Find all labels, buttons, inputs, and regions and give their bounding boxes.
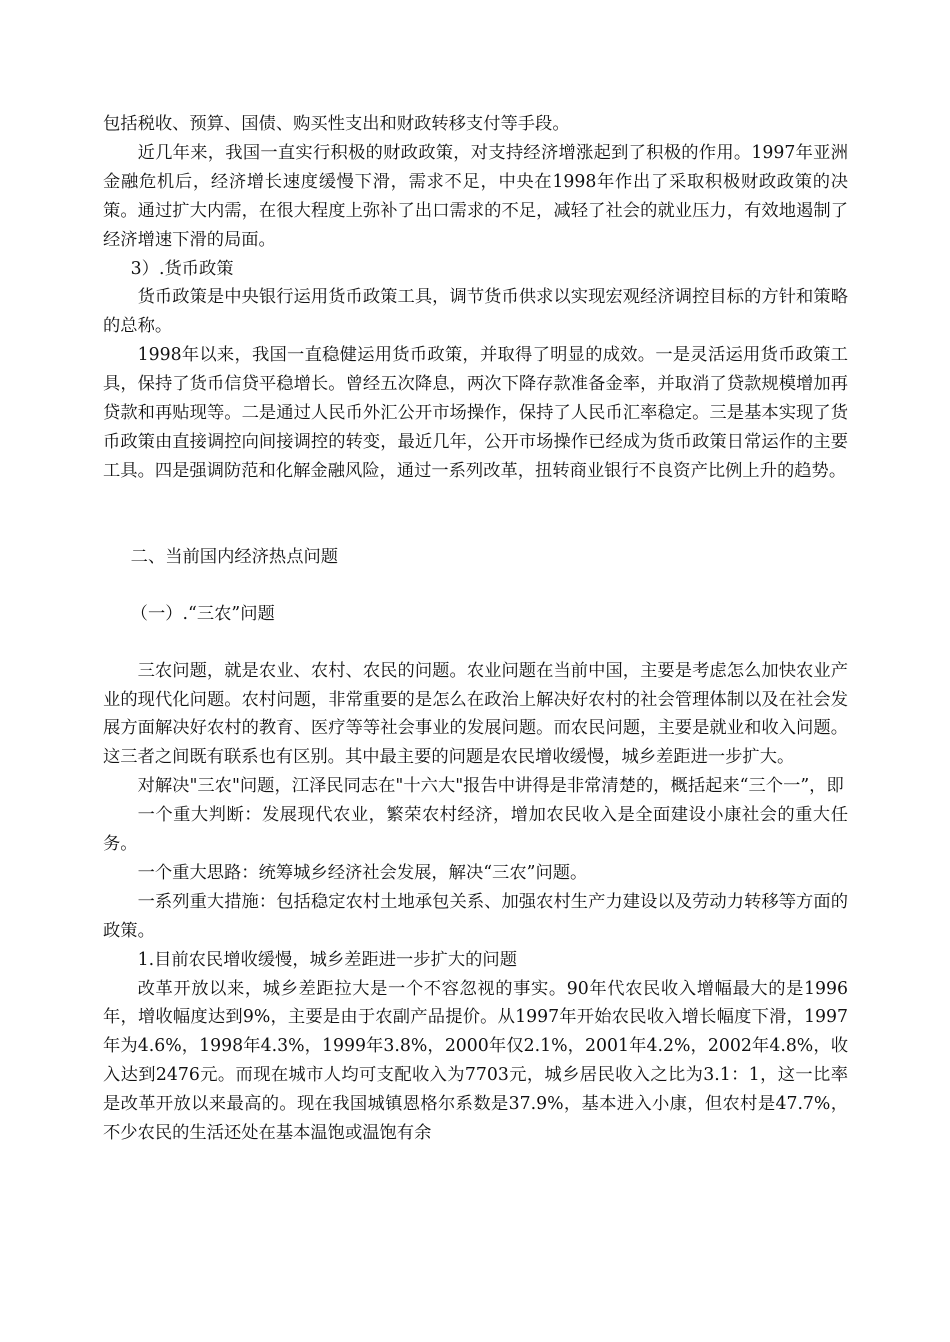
heading-three-rural: （一）.“三农”问题 [130,603,275,624]
paragraph-three-rural-definition: 三农问题，就是农业、农村、农民的问题。农业问题在当前中国，主要是考虑怎么加快农业产业的现代化问题。农村问题，非常重要的是怎么在政治上解决好农村的社会管理体制以及在社会发展方面解决好农村的教育、医疗等等社会事业的发展问题。而农民问题，主要是就业和收入问题。这三者之间既有联系也有区别。其中最主要的问题是农民增收缓慢，城乡差距进一步扩大。 [103,660,848,768]
paragraph-fiscal-policy: 近几年来，我国一直实行积极的财政政策，对支持经济增涨起到了积极的作用。1997年亚洲金融危机后，经济增长速度缓慢下滑，需求不足，中央在1998年作出了采取积极财政政策的决策。通过扩大内需，在很大程度上弥补了出口需求的不足，减轻了社会的就业压力，有效地遏制了经济增速下滑的局面。 [103,142,848,250]
heading-monetary-policy: 3）.货币政策 [130,258,234,279]
paragraph-fiscal-tools: 包括税收、预算、国债、购买性支出和财政转移支付等手段。 [103,114,570,134]
paragraph-three-ones: 对解决"三农"问题，江泽民同志在"十六大"报告中讲得是非常清楚的，概括起来“三个一”，即 [137,776,844,797]
paragraph-major-judgment: 一个重大判断：发展现代农业，繁荣农村经济，增加农民收入是全面建设小康社会的重大任务。 [103,805,848,855]
paragraph-monetary-results: 1998年以来，我国一直稳健运用货币政策，并取得了明显的成效。一是灵活运用货币政策工具，保持了货币信贷平稳增长。曾经五次降息，两次下降存款准备金率，并取消了贷款规模增加再贷款和再贴现等。二是通过人民币外汇公开市场操作，保持了人民币汇率稳定。三是基本实现了货币政策由直接调控向间接调控的转变，最近几年，公开市场操作已经成为货币政策日常运作的主要工具。四是强调防范和化解金融风险，通过一系列改革，扭转商业银行不良资产比例上升的趋势。 [103,345,848,481]
heading-income-gap: 1.目前农民增收缓慢，城乡差距进一步扩大的问题 [137,949,517,970]
paragraph-major-idea: 一个重大思路：统筹城乡经济社会发展，解决“三农”问题。 [137,862,588,883]
paragraph-income-gap: 改革开放以来，城乡差距拉大是一个不容忽视的事实。90年代农民收入增幅最大的是1996年，增收幅度达到9%，主要是由于农副产品提价。从1997年开始农民收入增长幅度下滑，1997年为4.6%，1998年4.3%，1999年3.8%，2000年仅2.1%，2001年4.2%，2002年4.8%，收入达到2476元。而现在城市人均可支配收入为7703元，城乡居民收入之比为3.1：1，这一比率是改革开放以来最高的。现在我国城镇恩格尔系数是37.9%，基本进入小康，但农村是47.7%，不少农民的生活还处在基本温饱或温饱有余 [103,978,848,1144]
paragraph-monetary-definition: 货币政策是中央银行运用货币政策工具，调节货币供求以实现宏观经济调控目标的方针和策略的总称。 [103,287,848,337]
paragraph-major-measures: 一系列重大措施：包括稳定农村土地承包关系、加强农村生产力建设以及劳动力转移等方面的政策。 [103,891,848,941]
spacer [103,629,848,657]
spacer [103,486,848,543]
spacer [103,572,848,600]
heading-section-two: 二、当前国内经济热点问题 [130,546,339,567]
document-page [103,110,848,1148]
